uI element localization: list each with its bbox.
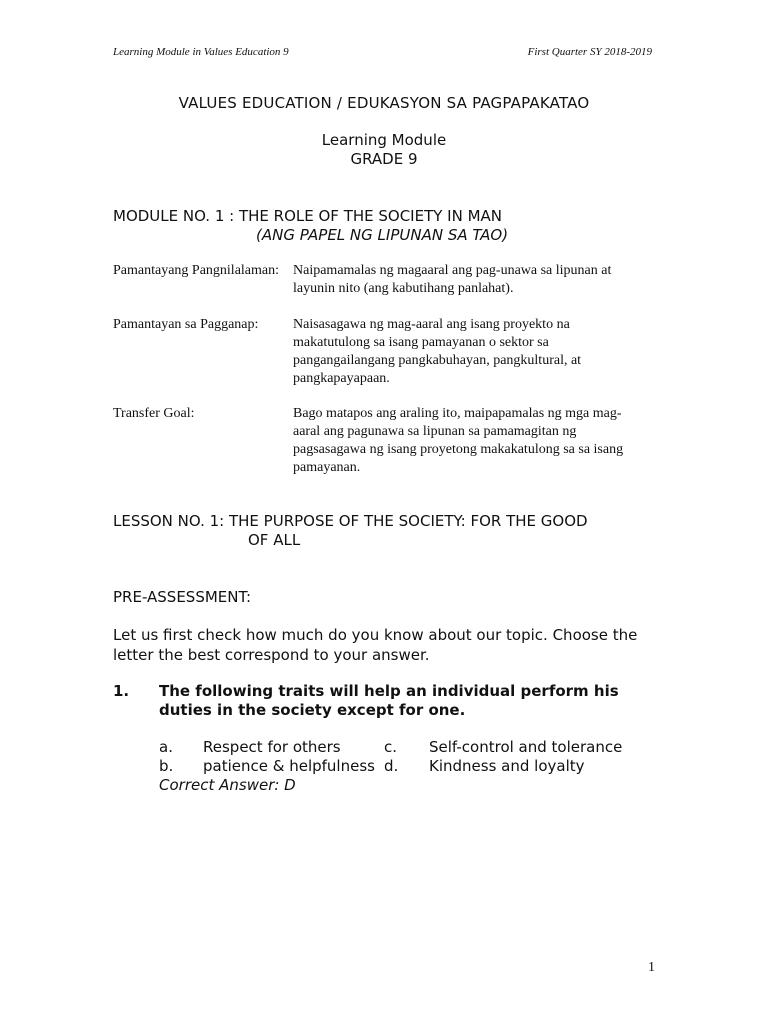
standard-value bbox=[293, 316, 653, 388]
standard-value-line: pangangailangang pangkabuhayan, pangkultural, at bbox=[293, 353, 582, 368]
standard-value-line: pamayanan. bbox=[293, 460, 361, 475]
standard-value-line: layunin nito (ang kabutihang panlahat). bbox=[293, 281, 514, 296]
option-a-text: Respect for others bbox=[203, 738, 341, 756]
standard-value-line: Naisasagawa ng mag-aaral ang isang proyekto na bbox=[293, 317, 570, 332]
question-text-line: The following traits will help an individual perform his bbox=[159, 682, 619, 700]
standard-label: Pamantayang Pangnilalaman: bbox=[113, 263, 280, 278]
standard-value bbox=[293, 405, 653, 477]
question-number: 1. bbox=[113, 682, 130, 700]
standard-value-line: Bago matapos ang araling ito, maipapamalas ng mga mag- bbox=[293, 406, 622, 421]
standard-value-line: makatutulong sa isang pamayanan o sektor sa bbox=[293, 335, 549, 350]
document-title: VALUES EDUCATION / EDUKASYON SA PAGPAPAKATAO bbox=[178, 94, 590, 112]
module-heading: MODULE NO. 1 : THE ROLE OF THE SOCIETY IN MAN bbox=[113, 207, 503, 225]
standard-value-line: aaral ang pagunawa sa lipunan sa pamamagitan ng bbox=[293, 424, 577, 439]
header-left-text: Learning Module in Values Education 9 bbox=[113, 46, 289, 58]
pre-assessment-heading: PRE-ASSESSMENT: bbox=[113, 588, 252, 606]
option-c-text: Self-control and tolerance bbox=[429, 738, 623, 756]
page-number: 1 bbox=[648, 960, 655, 975]
question-text-line: duties in the society except for one. bbox=[159, 701, 466, 719]
question-text bbox=[159, 682, 659, 720]
option-b-text: patience & helpfulness bbox=[203, 757, 375, 775]
option-c-letter: c. bbox=[384, 738, 398, 756]
standard-label: Pamantayan sa Pagganap: bbox=[113, 317, 259, 332]
header-right-text: First Quarter SY 2018-2019 bbox=[527, 46, 652, 58]
option-a-letter: a. bbox=[159, 738, 173, 756]
option-d-letter: d. bbox=[384, 757, 399, 775]
instructions bbox=[113, 625, 658, 665]
module-subheading: (ANG PAPEL NG LIPUNAN SA TAO) bbox=[256, 226, 509, 244]
instructions-line: Let us first check how much do you know about our topic. Choose the bbox=[113, 626, 638, 644]
standard-value-line: pangkapayapaan. bbox=[293, 371, 390, 386]
lesson-heading-continued: OF ALL bbox=[248, 531, 301, 549]
correct-answer: Correct Answer: D bbox=[159, 776, 296, 794]
instructions-line: letter the best correspond to your answer. bbox=[113, 646, 430, 664]
standard-value bbox=[293, 262, 653, 298]
option-b-letter: b. bbox=[159, 757, 174, 775]
lesson-heading: LESSON NO. 1: THE PURPOSE OF THE SOCIETY: FOR THE GOOD bbox=[113, 512, 588, 530]
grade-label: GRADE 9 bbox=[350, 150, 418, 168]
standard-value-line: pagsasagawa ng isang proyetong makakatulong sa sa isang bbox=[293, 442, 624, 457]
document-subtitle: Learning Module bbox=[321, 131, 447, 149]
standard-label: Transfer Goal: bbox=[113, 406, 195, 421]
standard-value-line: Naipamamalas ng magaaral ang pag-unawa sa lipunan at bbox=[293, 263, 612, 278]
option-d-text: Kindness and loyalty bbox=[429, 757, 585, 775]
